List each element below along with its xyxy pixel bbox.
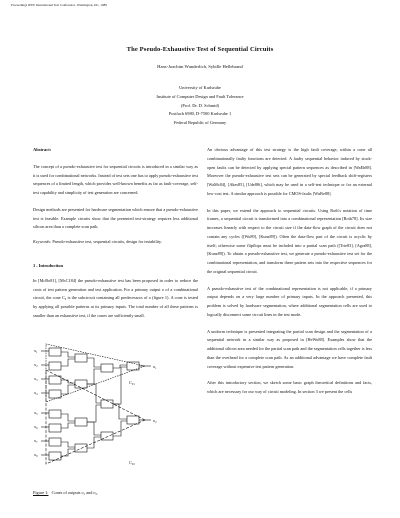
- paper-title: The Pseudo-Exhaustive Test of Sequential Circuits: [126, 46, 274, 53]
- keywords: [33, 238, 198, 247]
- abstract-section: [33, 146, 198, 247]
- input-label: x₅: [34, 410, 38, 415]
- cone-label: C₀₂: [129, 460, 135, 465]
- body-paragraph: An obvious advantage of this test strategy is the high fault coverage, within a cone all combinationally faulty functions are detected. A faulty sequential behavior induced by stuck-open faults can be detected by applying special pattern sequences as described in [WaEh88]. Moreover the pseudo-exhaustive test sets can be generated by special feedback shift-registers [WaMc84], [Akes85], [Udel86], which may be used in a self-test technique or for an external low-cost test. A similar approach is possible for CMOS-faults [WuRe88].: [207, 147, 372, 196]
- authors: Hans-Joachim Wunderlich, Sybille Hellebrand: [157, 64, 243, 69]
- affiliation-line: (Prof. Dr. D. Schmid): [180, 102, 220, 108]
- figure-1-caption: [33, 490, 98, 495]
- body-paragraph: After this introductory section, we sketch some basic graph theoretical definitions and facts, which are necessary for our way of circuit modeling. In section 3 we present the cells: [207, 380, 372, 394]
- body-paragraph: A uniform technique is presented integrating the partial scan design and the segmentation of a sequential network in a similar way as proposed in [HeWu88]. Examples show that the additional silicon area needed for the partial scan path and the segmentation cells together is less than the overhead for a complete scan path. As an additional advantage we have complete fault coverage without expensive test pattern generation.: [207, 328, 372, 369]
- abstract-heading: Abstract:: [33, 147, 52, 152]
- abstract-paragraph: The concept of a pseudo-exhaustive test for sequential circuits is introduced in a similar way as it is used for combinational networks. Instead of test sets one has to apply pseudo-exhaustive test sequences of a limited length, which provides well-known benefits as far as fault-coverage, self-test capability and simplicity of test generation are concerned.: [33, 163, 199, 195]
- introduction-heading: 1 . Introduction: [33, 263, 64, 268]
- input-label: x₆: [34, 424, 38, 429]
- body-paragraph: In this paper, we extend the approach to sequential circuits. Using Roth's notation of time frames, a sequential circuit is transformed into a combinational representation [Roth78]. Its size increases linearly with respect to the circuit size if the data-flow graph of the circuit does not contain any cycles ([Wu89], [Kunz89]). Often the data-flow part of the circuit is acyclic by itself; otherwise some flipflops must be included into a partial scan path ([Trie83], [Agra88], [Kunz89]). To obtain a pseudo-exhaustive test, we generate a pseudo-exhaustive test set for the combinational representation, and transform these pattern sets into the respective sequences for the original sequential circuit.: [207, 207, 372, 274]
- affiliation: [0, 84, 400, 128]
- affiliation-line: University of Karlsruhe: [179, 85, 221, 90]
- affiliation-line: Postfach 6980, D-7500 Karlsruhe 1: [168, 111, 232, 117]
- output-label: o₁: [153, 364, 157, 369]
- input-label: x₂: [34, 362, 38, 367]
- proceedings-header: Proceedings IEEE International Test Conference, Washington, DC, 1989: [11, 3, 107, 7]
- input-label: x₁: [34, 348, 38, 353]
- input-label: x₄: [34, 390, 38, 395]
- figure-1-cones-diagram: [33, 340, 198, 490]
- figure-label: Figure 1:: [33, 490, 49, 495]
- keywords-text: Pseudo-exhaustive test, sequential circuits, design for testability.: [52, 239, 162, 244]
- affiliation-line: Federal Republic of Germany: [173, 120, 227, 126]
- introduction-paragraph: In [McBo81], [McC184] the pseudo-exhaustive test has been proposed in order to reduce the costs of test pattern generation and test application. For a primary output o of a combinational circuit, the cone C₀ is the subcircuit containing all predecessors of o (figure 1). A cone is tested by applying all possible patterns at its primary inputs. The total number of all these patterns is smaller than an exhaustive test, if the cones are sufficiently small.: [33, 277, 198, 318]
- introduction-section: [33, 262, 198, 321]
- affiliation-line: Institute of Computer Design and Fault Tolerance: [156, 93, 244, 99]
- input-label: x₇: [34, 438, 38, 443]
- figure-caption-text: Cones of outputs o₁ and o₂.: [51, 490, 99, 495]
- body-paragraph: A pseudo-exhaustive test of the combinational representation is not applicable, if a primary output depends on a very large number of primary inputs. In the approach presented, this problem is solved by hardware segmentation, where additional segmentation cells are used to logically disconnect some circuit lines in the test mode.: [207, 285, 372, 317]
- input-label: x₈: [34, 452, 38, 457]
- keywords-label: Keywords:: [33, 239, 52, 244]
- right-column: [207, 146, 372, 397]
- input-label: x₃: [34, 376, 38, 381]
- output-label: o₂: [153, 418, 157, 423]
- abstract-paragraph: Design methods are presented for hardware segmentation which ensure that a pseudo-exhaustive test is feasible. Example circuits show that the presented test-strategy requires less additional silicon area than a complete scan path.: [33, 206, 198, 230]
- cone-label: C₀₁: [129, 380, 135, 385]
